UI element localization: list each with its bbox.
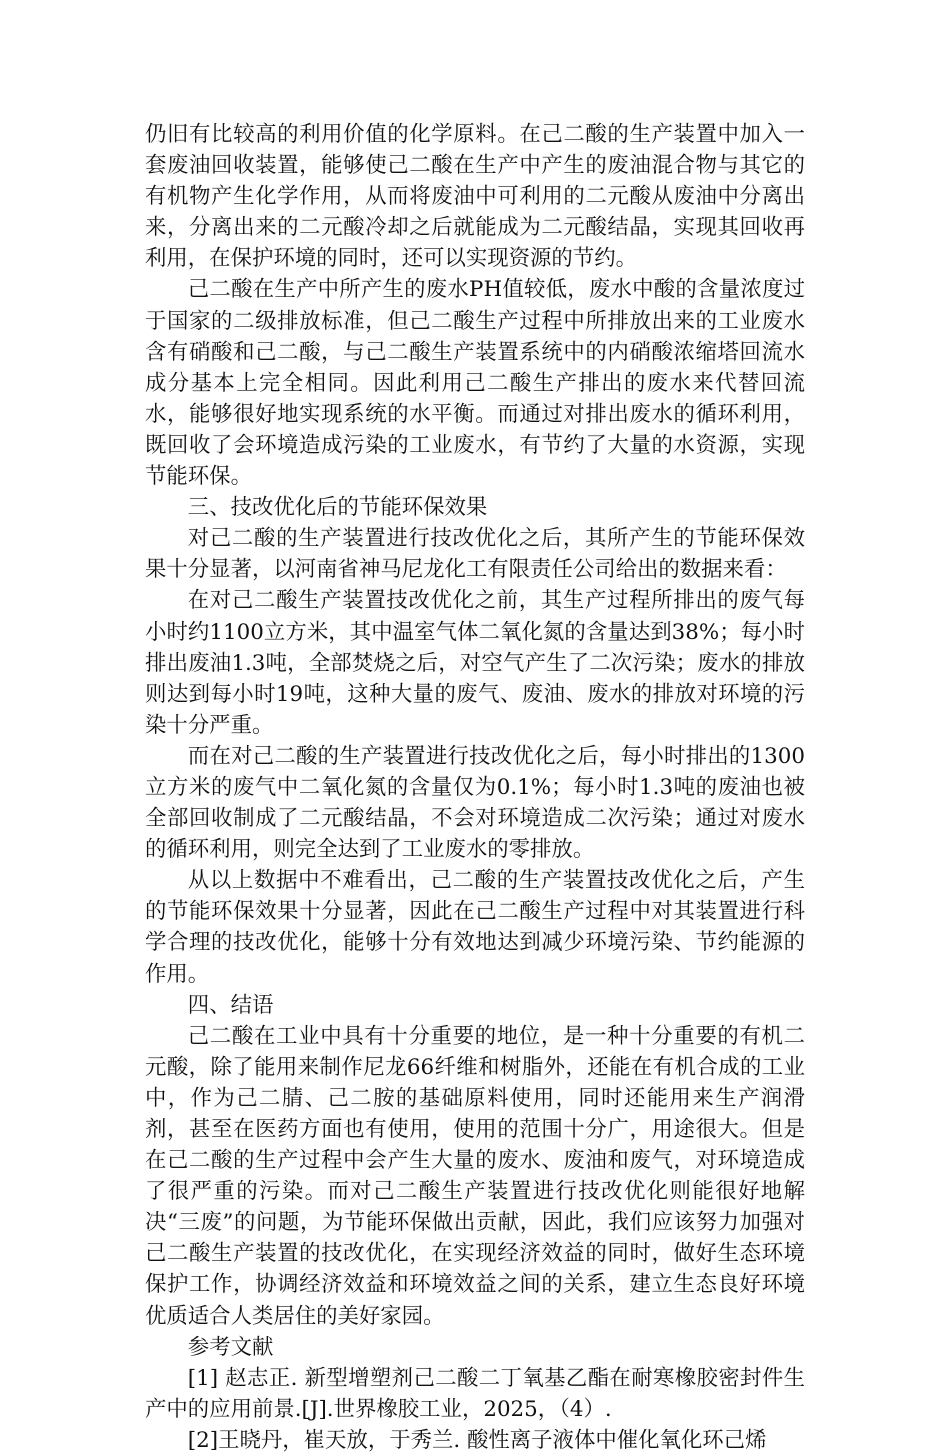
reference-item-1: [1] 赵志正. 新型增塑剂己二酸二丁氧基乙酯在耐寒橡胶密封件生产中的应用前景.[J].世界橡胶工业，2025，（4）. <box>145 1365 805 1422</box>
references-heading: 参考文献 <box>187 1334 274 1360</box>
paragraph-after-optimization: 而在对己二酸的生产装置进行技改优化之后，每小时排出的1300立方米的废气中二氧化氮的含量仅为0.1%；每小时1.3吨的废油也被全部回收制成了二元酸结晶，不会对环境造成二次污染；通过对废水的循环利用，则完全达到了工业废水的零排放。 <box>145 743 805 863</box>
section-heading-effects: 三、技改优化后的节能环保效果 <box>187 495 488 521</box>
paragraph-conclusion: 己二酸在工业中具有十分重要的地位，是一种十分重要的有机二元酸，除了能用来制作尼龙66纤维和树脂外，还能在有机合成的工业中，作为己二腈、己二胺的基础原料使用，同时还能用来生产润滑剂，甚至在医药方面也有使用，使用的范围十分广，用途很大。但是在己二酸的生产过程中会产生大量的废水、废油和废气，对环境造成了很严重的污染。而对己二酸生产装置进行技改优化则能很好地解决“三废”的问题，为节能环保做出贡献，因此，我们应该努力加强对己二酸生产装置的技改优化，在实现经济效益的同时，做好生态环境保护工作，协调经济效益和环境效益之间的关系，建立生态良好环境优质适合人类居住的美好家园。 <box>145 1023 805 1329</box>
paragraph-before-optimization: 在对己二酸生产装置技改优化之前，其生产过程所排出的废气每小时约1100立方米，其中温室气体二氧化氮的含量达到38%；每小时排出废油1.3吨，全部焚烧之后，对空气产生了二次污染；废水的排放则达到每小时19吨，这种大量的废气、废油、废水的排放对环境的污染十分严重。 <box>145 588 805 738</box>
paragraph-wastewater: 己二酸在生产中所产生的废水PH值较低，废水中酸的含量浓度过于国家的二级排放标准，但己二酸生产过程中所排放出来的工业废水含有硝酸和己二酸，与己二酸生产装置系统中的内硝酸浓缩塔回流水成分基本上完全相同。因此利用己二酸生产排出的废水来代替回流水，能够很好地实现系统的水平衡。而通过对排出废水的循环利用，既回收了会环境造成污染的工业废水，有节约了大量的水资源，实现节能环保。 <box>145 277 805 490</box>
paragraph-continuation: 仍旧有比较高的利用价值的化学原料。在己二酸的生产装置中加入一套废油回收装置，能够使己二酸在生产中产生的废油混合物与其它的有机物产生化学作用，从而将废油中可利用的二元酸从废油中分离出来，分离出来的二元酸冷却之后就能成为二元酸结晶，实现其回收再利用，在保护环境的同时，还可以实现资源的节约。 <box>145 122 805 272</box>
paragraph-effects-intro: 对己二酸的生产装置进行技改优化之后，其所产生的节能环保效果十分显著，以河南省神马尼龙化工有限责任公司给出的数据来看： <box>145 526 805 583</box>
paragraph-data-summary: 从以上数据中不难看出，己二酸的生产装置技改优化之后，产生的节能环保效果十分显著，因此在己二酸生产过程中对其装置进行科学合理的技改优化，能够十分有效地达到减少环境污染、节约能源的作用。 <box>145 868 805 987</box>
section-heading-conclusion: 四、结语 <box>187 992 274 1018</box>
document-page <box>145 119 805 1456</box>
reference-item-2: [2]王晓丹，崔天放，于秀兰. 酸性离子液体中催化氧化环己烯 <box>187 1427 767 1453</box>
